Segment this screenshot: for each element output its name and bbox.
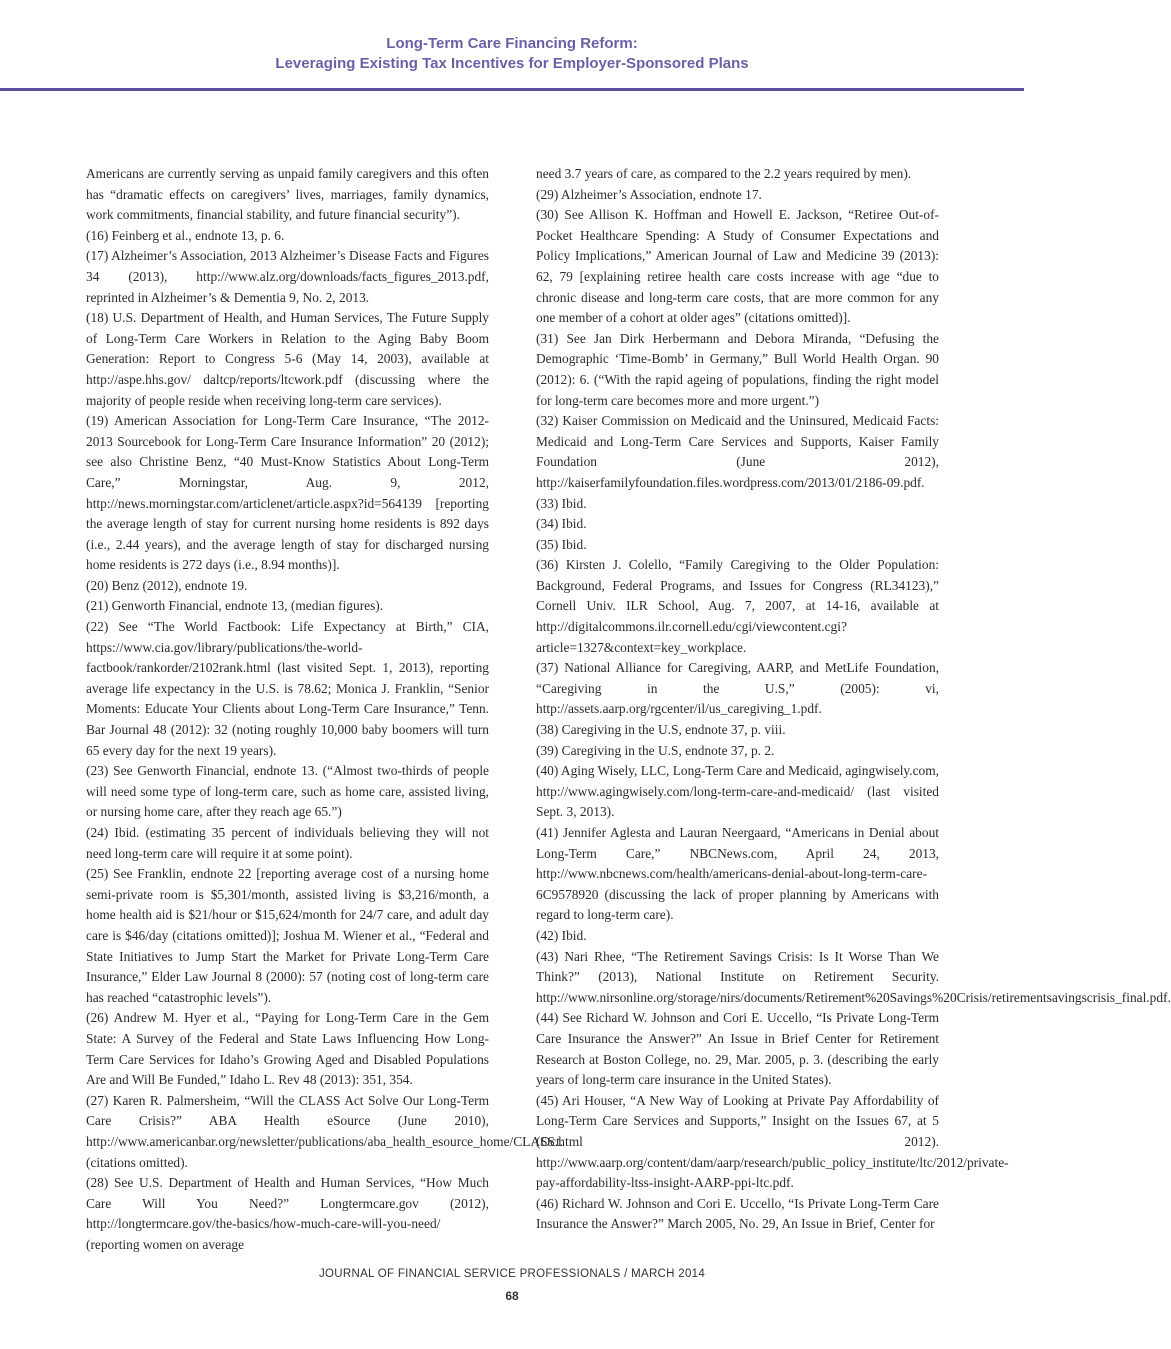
endnote-33: (33) Ibid. xyxy=(536,495,587,511)
endnote-22: (22) See “The World Factbook: Life Expectancy at Birth,” CIA, https://www.cia.gov/library/publications/the-world-factbook/rankorder/2102rank.html (last visited Sept. 1, 2013), reporting average life expectancy in the U.S. is 78.62; Monica J. Franklin, “Senior Moments: Educate Your Clients about Long-Term Care Insurance,” Tenn. Bar Journal 48 (2012): 32 (noting roughly 10,000 baby boomers will turn 65 every day for the next 19 years). xyxy=(86,619,489,758)
endnote-29: (29) Alzheimer’s Association, endnote 17. xyxy=(536,186,762,202)
page-header xyxy=(0,0,1024,92)
endnote-40: (40) Aging Wisely, LLC, Long-Term Care and Medicaid, agingwisely.com, http://www.agingwisely.com/long-term-care-and-medicaid/ (last visited Sept. 3, 2013). xyxy=(536,763,939,820)
endnote-45: (45) Ari Houser, “A New Way of Looking at Private Pay Affordability of Long-Term Care Services and Supports,” Insight on the Issues 67, at 5 (Oct. 2012). http://www.aarp.org/content/dam/aarp/research/public_policy_institute/ltc/2012/private-pay-affordability-ltss-insight-AARP-ppi-ltc.pdf. xyxy=(536,1092,1009,1191)
header-title-line2: Leveraging Existing Tax Incentives for Employer-Sponsored Plans xyxy=(275,55,749,72)
endnote-37: (37) National Alliance for Caregiving, AARP, and MetLife Foundation, “Caregiving in the U.S,” (2005): vi, http://assets.aarp.org/rgcenter/il/us_caregiving_1.pdf. xyxy=(536,660,939,717)
endnotes-right-column xyxy=(536,164,1171,1235)
endnote-18: (18) U.S. Department of Health, and Human Services, The Future Supply of Long-Term Care Workers in Relation to the Aging Baby Boom Generation: Report to Congress 5-6 (May 14, 2003), available at http://aspe.hhs.gov/ daltcp/reports/ltcwork.pdf (discussing where the majority of people reside when receiving long-term care services). xyxy=(86,310,489,408)
page-number: 68 xyxy=(505,1289,519,1303)
endnote-35: (35) Ibid. xyxy=(536,536,587,552)
endnote-30: (30) See Allison K. Hoffman and Howell E. Jackson, “Retiree Out-of-Pocket Healthcare Spending: A Study of Consumer Expectations and Policy Implications,” American Journal of Law and Medicine 39 (2013): 62, 79 [explaining retiree health care costs increase with age “due to chronic disease and long-term care costs, that are more common for any one member of a cohort at older ages” (citations omitted)]. xyxy=(536,207,939,326)
footer-journal: JOURNAL OF FINANCIAL SERVICE PROFESSIONALS / MARCH 2014 xyxy=(318,1268,706,1280)
endnote-21: (21) Genworth Financial, endnote 13, (median figures). xyxy=(86,598,384,614)
endnote-20: (20) Benz (2012), endnote 19. xyxy=(86,577,248,593)
endnote-paragraph: Americans are currently serving as unpaid family caregivers and this often has “dramatic effects on caregivers’ lives, marriages, family dynamics, work commitments, financial stability, and future financial security”). xyxy=(86,166,489,223)
endnote-38: (38) Caregiving in the U.S, endnote 37, p. viii. xyxy=(536,722,786,738)
endnote-25: (25) See Franklin, endnote 22 [reporting average cost of a nursing home semi-private room is $5,301/month, assisted living is $3,216/month, a home health aid is $21/hour or $15,624/month for 24/7 care, and adult day care is $46/day (citations omitted)]; Joshua M. Wiener et al., “Federal and State Initiatives to Jump Start the Market for Private Long-Term Care Insurance,” Elder Law Journal 8 (2000): 57 (noting cost of long-term care has reached “catastrophic levels”). xyxy=(86,866,489,1005)
endnote-27: (27) Karen R. Palmersheim, “Will the CLASS Act Solve Our Long-Term Care Crisis?” ABA Health eSource (June 2010), http://www.americanbar.org/newsletter/publications/aba_health_esource_home/CLASS.html (citations omitted). xyxy=(86,1092,583,1170)
endnote-26: (26) Andrew M. Hyer et al., “Paying for Long-Term Care in the Gem State: A Survey of the Federal and State Laws Influencing How Long-Term Care Services for Idaho’s Growing Aged and Disabled Populations Are and Will Be Funded,” Idaho L. Rev 48 (2013): 351, 354. xyxy=(86,1010,489,1088)
endnote-36: (36) Kirsten J. Colello, “Family Caregiving to the Older Population: Background, Federal Programs, and Issues for Congress (RL34123),” Cornell Univ. ILR School, Aug. 7, 2007, at 14-16, available at http://digitalcommons.ilr.cornell.edu/cgi/viewcontent.cgi?article=1327&context=key_workplace. xyxy=(536,557,939,655)
endnote-16: (16) Feinberg et al., endnote 13, p. 6. xyxy=(86,227,285,243)
header-divider xyxy=(0,88,1024,91)
endnote-41: (41) Jennifer Aglesta and Lauran Neergaard, “Americans in Denial about Long-Term Care,” NBCNews.com, April 24, 2013, http://www.nbcnews.com/health/americans-denial-about-long-term-care-6C9578920 (discussing the lack of proper planning by Americans with regard to long-term care). xyxy=(536,825,939,923)
endnote-28: (28) See U.S. Department of Health and Human Services, “How Much Care Will You Need?” Longtermcare.gov (2012), http://longtermcare.gov/the-basics/how-much-care-will-you-need/ (reporting women on average xyxy=(86,1175,489,1252)
endnote-19: (19) American Association for Long-Term Care Insurance, “The 2012-2013 Sourcebook for Long-Term Care Insurance Information” 20 (2012); see also Christine Benz, “40 Must-Know Statistics About Long-Term Care,” Morningstar, Aug. 9, 2012, http://news.morningstar.com/articlenet/article.aspx?id=564139 [reporting the average length of stay for current nursing home residents is 892 days (i.e., 2.44 years), and the average length of stay for discharged nursing home residents is 272 days (i.e., 8.94 months)]. xyxy=(86,413,489,573)
endnote-43: (43) Nari Rhee, “The Retirement Savings Crisis: Is It Worse Than We Think?” (2013), National Institute on Retirement Security. http://www.nirsonline.org/storage/nirs/documents/Retirement%20Savings%20Crisis/retirementsavingscrisis_final.pdf. xyxy=(536,948,1171,1005)
endnote-17: (17) Alzheimer’s Association, 2013 Alzheimer’s Disease Facts and Figures 34 (2013), http://www.alz.org/downloads/facts_figures_2013.pdf, reprinted in Alzheimer’s & Dementia 9, No. 2, 2013. xyxy=(86,248,489,305)
endnote-31: (31) See Jan Dirk Herbermann and Debora Miranda, “Defusing the Demographic ‘Time-Bomb’ in Germany,” Bull World Health Organ. 90 (2012): 6. (“With the rapid ageing of populations, finding the right model for long-term care becomes more and more urgent.”) xyxy=(536,330,939,408)
endnote-42: (42) Ibid. xyxy=(536,927,587,943)
endnote-39: (39) Caregiving in the U.S, endnote 37, p. 2. xyxy=(536,742,775,758)
endnote-34: (34) Ibid. xyxy=(536,516,587,532)
endnote-24: (24) Ibid. (estimating 35 percent of individuals believing they will not need long-term care will require it at some point). xyxy=(86,825,489,861)
endnote-32: (32) Kaiser Commission on Medicaid and the Uninsured, Medicaid Facts: Medicaid and Long-Term Care Services and Supports, Kaiser Family Foundation (June 2012), http://kaiserfamilyfoundation.files.wordpress.com/2013/01/2186-09.pdf. xyxy=(536,413,939,490)
endnote-23: (23) See Genworth Financial, endnote 13. (“Almost two-thirds of people will need some type of long-term care, such as home care, assisted living, or nursing home care, after they reach age 65.”) xyxy=(86,763,489,820)
endnote-46: (46) Richard W. Johnson and Cori E. Uccello, “Is Private Long-Term Care Insurance the Answer?” March 2005, No. 29, An Issue in Brief, Center for xyxy=(536,1195,939,1232)
header-title-line1: Long-Term Care Financing Reform: xyxy=(386,35,638,52)
endnote-28-continued: need 3.7 years of care, as compared to the 2.2 years required by men). xyxy=(536,166,912,181)
endnote-44: (44) See Richard W. Johnson and Cori E. Uccello, “Is Private Long-Term Care Insurance the Answer?” An Issue in Brief Center for Retirement Research at Boston College, no. 29, Mar. 2005, p. 3. (describing the early years of long-term care insurance in the United States). xyxy=(536,1010,939,1088)
